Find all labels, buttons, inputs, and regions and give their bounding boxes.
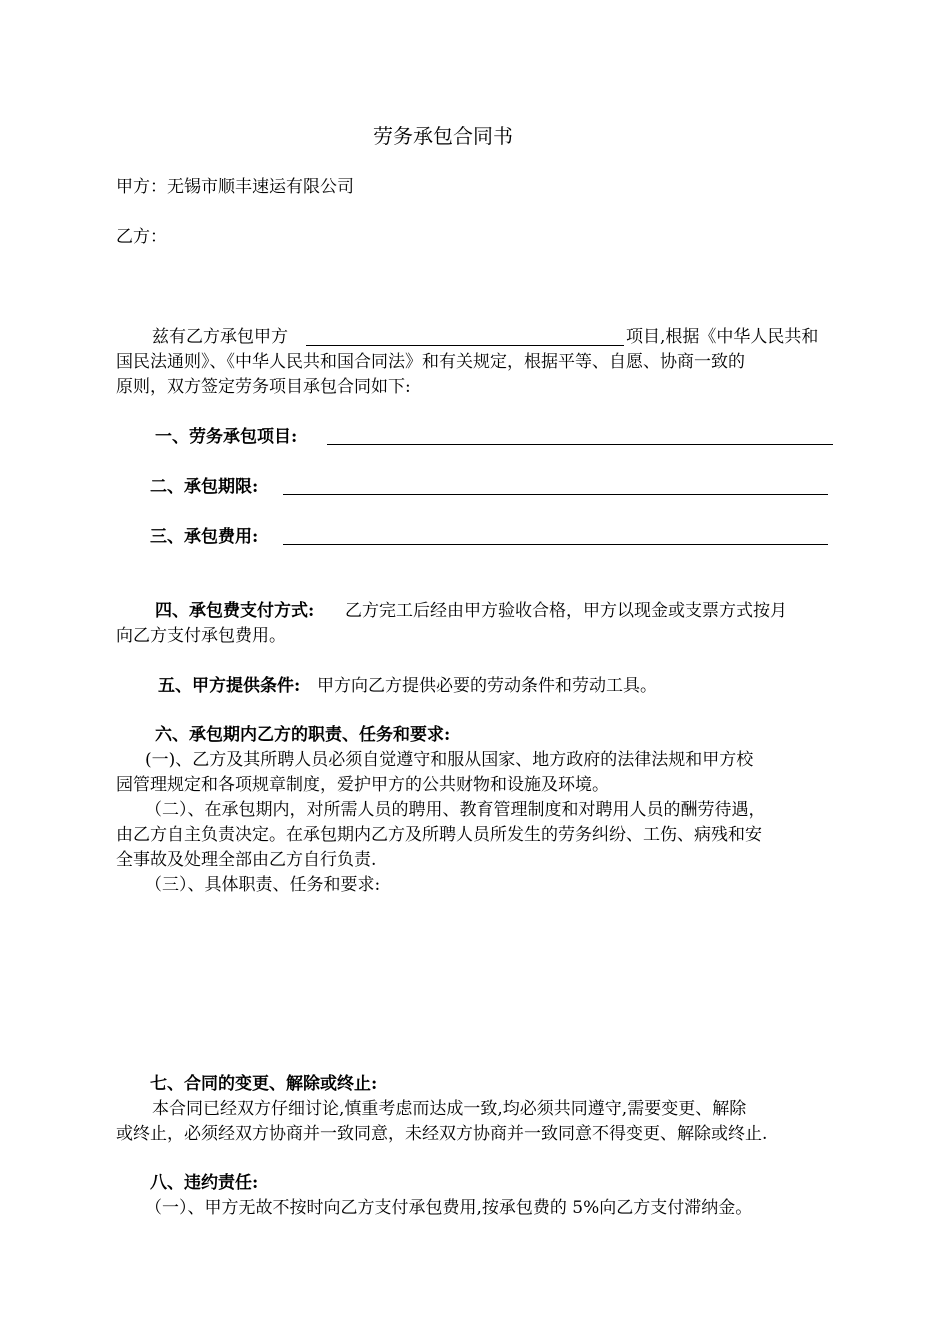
section-2-blank — [283, 494, 828, 495]
section-1-blank — [327, 444, 833, 445]
section-8-item-1: （一）、甲方无故不按时向乙方支付承包费用,按承包费的 5%向乙方支付滞纳金。 — [145, 1198, 753, 1218]
section-5-label: 五、甲方提供条件: — [158, 676, 301, 696]
section-4-text-1: 乙方完工后经由甲方验收合格，甲方以现金或支票方式按月 — [345, 601, 787, 621]
section-6-item-2-line-2: 由乙方自主负责决定。在承包期内乙方及所聘人员所发生的劳务纠纷、工伤、病残和安 — [116, 825, 762, 845]
intro-line-3: 原则，双方签定劳务项目承包合同如下: — [116, 377, 411, 397]
intro-line-2: 国民法通则》、《中华人民共和国合同法》和有关规定，根据平等、自愿、协商一致的 — [116, 352, 745, 372]
section-2-label: 二、承包期限: — [150, 477, 259, 497]
section-1-label: 一、劳务承包项目: — [155, 427, 298, 447]
section-6-item-2-line-1: （二）、在承包期内，对所需人员的聘用、教育管理制度和对聘用人员的酬劳待遇， — [145, 800, 766, 820]
section-8-label: 八、违约责任: — [150, 1173, 259, 1193]
section-3-blank — [283, 544, 828, 545]
section-7-label: 七、合同的变更、解除或终止: — [150, 1074, 378, 1094]
section-4-label: 四、承包费支付方式: — [155, 601, 315, 621]
section-7-text-1: 本合同已经双方仔细讨论,慎重考虑而达成一致,均必须共同遵守,需要变更、解除 — [152, 1099, 747, 1119]
section-3-label: 三、承包费用: — [150, 527, 259, 547]
section-6-item-1-line-2: 园管理规定和各项规章制度，爱护甲方的公共财物和设施及环境。 — [116, 775, 609, 795]
section-4-text-2: 向乙方支付承包费用。 — [116, 626, 286, 646]
section-6-item-2-line-3: 全事故及处理全部由乙方自行负责. — [116, 850, 377, 870]
party-a: 甲方：无锡市顺丰速运有限公司 — [116, 177, 354, 197]
section-5-text: 甲方向乙方提供必要的劳动条件和劳动工具。 — [317, 676, 657, 696]
section-6-item-1-line-1: (一)、乙方及其所聘人员必须自觉遵守和服从国家、地方政府的法律法规和甲方校 — [145, 750, 754, 770]
section-6-label: 六、承包期内乙方的职责、任务和要求: — [155, 725, 451, 745]
intro-line-1-start: 兹有乙方承包甲方 — [152, 327, 288, 347]
project-name-blank — [306, 345, 624, 346]
section-7-text-2: 或终止，必须经双方协商并一致同意，未经双方协商并一致同意不得变更、解除或终止. — [116, 1124, 768, 1144]
party-b: 乙方： — [116, 227, 167, 247]
intro-line-1-end: 项目,根据《中华人民共和 — [626, 327, 819, 347]
document-title: 劳务承包合同书 — [373, 124, 513, 148]
section-6-item-3: （三）、具体职责、任务和要求: — [145, 875, 381, 895]
